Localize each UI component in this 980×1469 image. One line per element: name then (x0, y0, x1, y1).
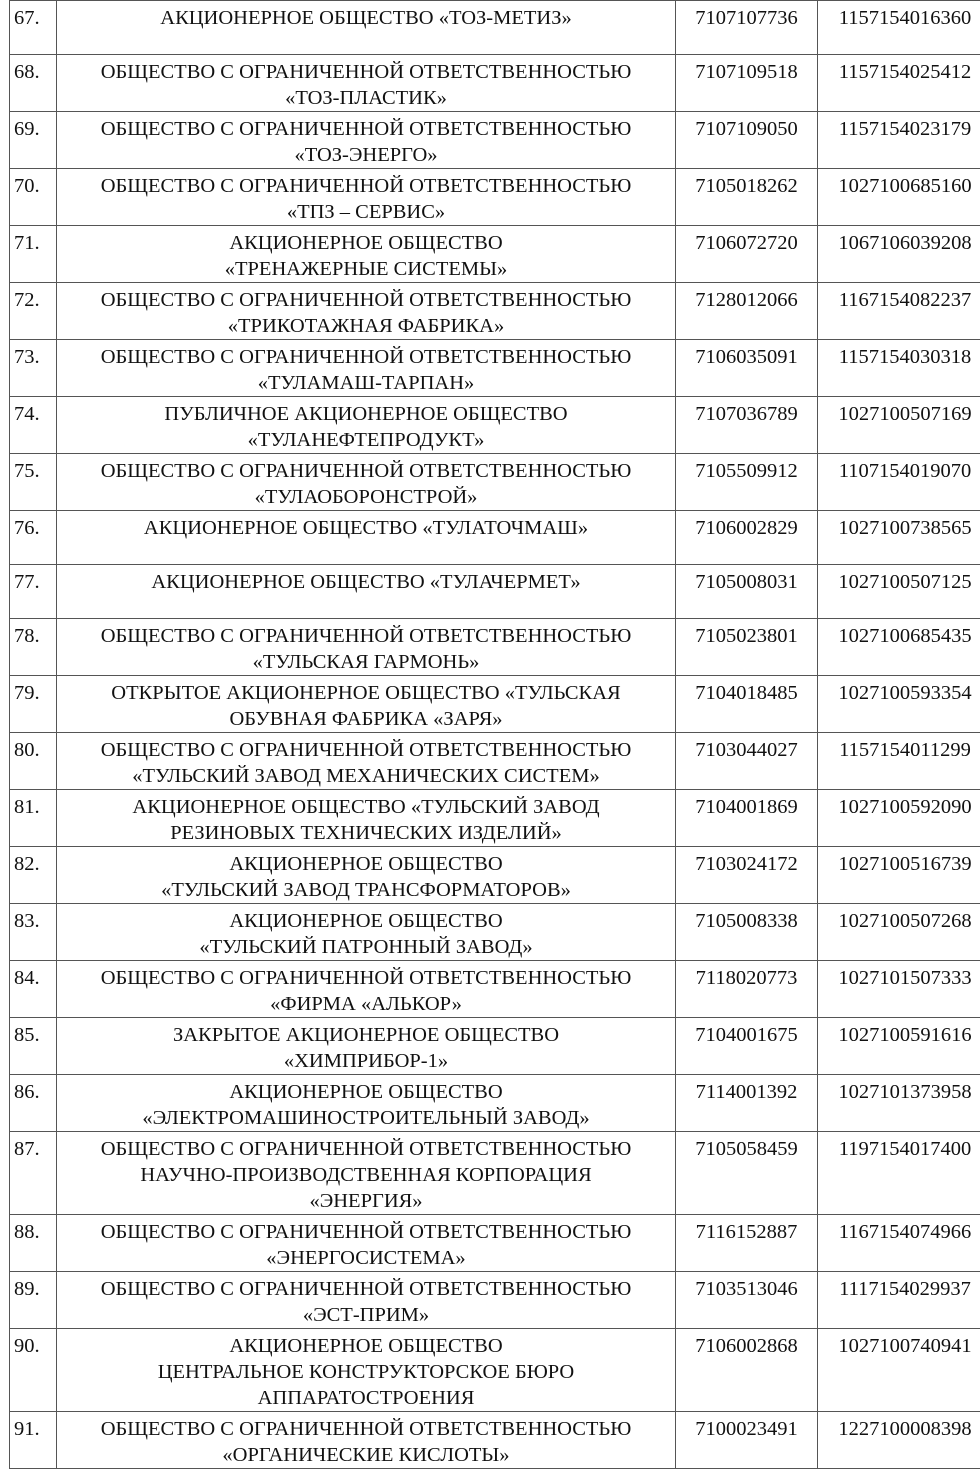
organizations-table-body (10, 1, 980, 1469)
organization-name-line: АППАРАТОСТРОЕНИЯ (61, 1385, 671, 1411)
table-row (10, 1018, 980, 1075)
organization-name-line: РЕЗИНОВЫХ ТЕХНИЧЕСКИХ ИЗДЕЛИЙ» (61, 820, 671, 846)
organization-name-line: ОБЩЕСТВО С ОГРАНИЧЕННОЙ ОТВЕТСТВЕННОСТЬЮ (61, 623, 671, 649)
ogrn-cell: 1157154016360 (818, 1, 980, 55)
organization-name-line: ОБЩЕСТВО С ОГРАНИЧЕННОЙ ОТВЕТСТВЕННОСТЬЮ (61, 965, 671, 991)
inn-cell: 7106035091 (676, 340, 818, 397)
ogrn-cell: 1107154019070 (818, 454, 980, 511)
organization-name-line: «ТОЗ-ПЛАСТИК» (61, 85, 671, 111)
inn-cell: 7104001869 (676, 790, 818, 847)
organization-name (57, 340, 676, 397)
organization-name-line: «ТУЛАМАШ-ТАРПАН» (61, 370, 671, 396)
ogrn-cell: 1027100507268 (818, 904, 980, 961)
organization-name-line: «ТПЗ – СЕРВИС» (61, 199, 671, 225)
organization-name (57, 169, 676, 226)
table-row (10, 1215, 980, 1272)
row-number: 75. (10, 454, 57, 511)
organization-name (57, 283, 676, 340)
ogrn-cell: 1027101373958 (818, 1075, 980, 1132)
ogrn-cell: 1167154074966 (818, 1215, 980, 1272)
table-row (10, 733, 980, 790)
table-row (10, 397, 980, 454)
ogrn-cell: 1027100592090 (818, 790, 980, 847)
organization-name (57, 1215, 676, 1272)
organization-name-line: «ТУЛАОБОРОНСТРОЙ» (61, 484, 671, 510)
organization-name (57, 1132, 676, 1215)
inn-cell: 7105023801 (676, 619, 818, 676)
organization-name (57, 847, 676, 904)
inn-cell: 7107036789 (676, 397, 818, 454)
table-row (10, 1412, 980, 1469)
table-row (10, 847, 980, 904)
organization-name-line: ПУБЛИЧНОЕ АКЦИОНЕРНОЕ ОБЩЕСТВО (61, 401, 671, 427)
row-number: 85. (10, 1018, 57, 1075)
organization-name (57, 112, 676, 169)
organization-name-line: АКЦИОНЕРНОЕ ОБЩЕСТВО (61, 230, 671, 256)
organization-name (57, 1412, 676, 1469)
row-number: 84. (10, 961, 57, 1018)
organization-name-line: ОБЩЕСТВО С ОГРАНИЧЕННОЙ ОТВЕТСТВЕННОСТЬЮ (61, 344, 671, 370)
row-number: 78. (10, 619, 57, 676)
ogrn-cell: 1027100591616 (818, 1018, 980, 1075)
organization-name (57, 1329, 676, 1412)
inn-cell: 7100023491 (676, 1412, 818, 1469)
row-number: 77. (10, 565, 57, 619)
organization-name-line: «ТРИКОТАЖНАЯ ФАБРИКА» (61, 313, 671, 339)
ogrn-cell: 1027100685435 (818, 619, 980, 676)
organization-name-line: ОБЩЕСТВО С ОГРАНИЧЕННОЙ ОТВЕТСТВЕННОСТЬЮ (61, 458, 671, 484)
ogrn-cell: 1117154029937 (818, 1272, 980, 1329)
organization-name-line: ЦЕНТРАЛЬНОЕ КОНСТРУКТОРСКОЕ БЮРО (61, 1359, 671, 1385)
organization-name-line: АКЦИОНЕРНОЕ ОБЩЕСТВО (61, 1333, 671, 1359)
inn-cell: 7116152887 (676, 1215, 818, 1272)
organization-name-line: ОБЩЕСТВО С ОГРАНИЧЕННОЙ ОТВЕТСТВЕННОСТЬЮ (61, 737, 671, 763)
inn-cell: 7106072720 (676, 226, 818, 283)
ogrn-cell: 1027100738565 (818, 511, 980, 565)
table-row (10, 283, 980, 340)
inn-cell: 7106002868 (676, 1329, 818, 1412)
organization-name (57, 1018, 676, 1075)
organization-name-line: АКЦИОНЕРНОЕ ОБЩЕСТВО (61, 908, 671, 934)
ogrn-cell: 1027100516739 (818, 847, 980, 904)
organization-name-line: ОБЩЕСТВО С ОГРАНИЧЕННОЙ ОТВЕТСТВЕННОСТЬЮ (61, 1276, 671, 1302)
table-row (10, 565, 980, 619)
ogrn-cell: 1197154017400 (818, 1132, 980, 1215)
inn-cell: 7107109518 (676, 55, 818, 112)
table-row (10, 169, 980, 226)
inn-cell: 7118020773 (676, 961, 818, 1018)
ogrn-cell: 1157154030318 (818, 340, 980, 397)
row-number: 70. (10, 169, 57, 226)
organization-name (57, 904, 676, 961)
organization-name (57, 1272, 676, 1329)
organization-name-line: ОТКРЫТОЕ АКЦИОНЕРНОЕ ОБЩЕСТВО «ТУЛЬСКАЯ (61, 680, 671, 706)
ogrn-cell: 1027100507125 (818, 565, 980, 619)
organization-name (57, 55, 676, 112)
inn-cell: 7104018485 (676, 676, 818, 733)
inn-cell: 7105008338 (676, 904, 818, 961)
organization-name-line: «ЭНЕРГИЯ» (61, 1188, 671, 1214)
ogrn-cell: 1067106039208 (818, 226, 980, 283)
organization-name-line: ОБУВНАЯ ФАБРИКА «ЗАРЯ» (61, 706, 671, 732)
table-row (10, 1272, 980, 1329)
table-row (10, 1329, 980, 1412)
organization-name-line: «ТОЗ-ЭНЕРГО» (61, 142, 671, 168)
organization-name-line: АКЦИОНЕРНОЕ ОБЩЕСТВО «ТУЛАТОЧМАШ» (61, 515, 671, 541)
row-number: 72. (10, 283, 57, 340)
table-row (10, 226, 980, 283)
table-row (10, 904, 980, 961)
inn-cell: 7105509912 (676, 454, 818, 511)
ogrn-cell: 1157154023179 (818, 112, 980, 169)
row-number: 86. (10, 1075, 57, 1132)
organization-name (57, 226, 676, 283)
inn-cell: 7128012066 (676, 283, 818, 340)
inn-cell: 7107107736 (676, 1, 818, 55)
ogrn-cell: 1027101507333 (818, 961, 980, 1018)
row-number: 90. (10, 1329, 57, 1412)
organization-name (57, 961, 676, 1018)
ogrn-cell: 1027100740941 (818, 1329, 980, 1412)
inn-cell: 7105058459 (676, 1132, 818, 1215)
organization-name-line: «ОРГАНИЧЕСКИЕ КИСЛОТЫ» (61, 1442, 671, 1468)
row-number: 83. (10, 904, 57, 961)
ogrn-cell: 1157154025412 (818, 55, 980, 112)
organization-name-line: ОБЩЕСТВО С ОГРАНИЧЕННОЙ ОТВЕТСТВЕННОСТЬЮ (61, 1219, 671, 1245)
row-number: 87. (10, 1132, 57, 1215)
organization-name (57, 1075, 676, 1132)
organization-name (57, 565, 676, 619)
ogrn-cell: 1157154011299 (818, 733, 980, 790)
table-row (10, 340, 980, 397)
table-row (10, 790, 980, 847)
organization-name-line: АКЦИОНЕРНОЕ ОБЩЕСТВО (61, 1079, 671, 1105)
inn-cell: 7103513046 (676, 1272, 818, 1329)
inn-cell: 7107109050 (676, 112, 818, 169)
organization-name-line: ОБЩЕСТВО С ОГРАНИЧЕННОЙ ОТВЕТСТВЕННОСТЬЮ (61, 1136, 671, 1162)
organization-name-line: ОБЩЕСТВО С ОГРАНИЧЕННОЙ ОТВЕТСТВЕННОСТЬЮ (61, 116, 671, 142)
organization-name (57, 511, 676, 565)
table-row (10, 1, 980, 55)
organization-name-line: «ЭНЕРГОСИСТЕМА» (61, 1245, 671, 1271)
organization-name-line: ОБЩЕСТВО С ОГРАНИЧЕННОЙ ОТВЕТСТВЕННОСТЬЮ (61, 1416, 671, 1442)
table-row (10, 1075, 980, 1132)
organization-name-line: «ТУЛАНЕФТЕПРОДУКТ» (61, 427, 671, 453)
row-number: 68. (10, 55, 57, 112)
row-number: 89. (10, 1272, 57, 1329)
row-number: 82. (10, 847, 57, 904)
organization-name (57, 454, 676, 511)
organization-name (57, 790, 676, 847)
row-number: 69. (10, 112, 57, 169)
table-row (10, 676, 980, 733)
table-row (10, 1132, 980, 1215)
organization-name-line: ОБЩЕСТВО С ОГРАНИЧЕННОЙ ОТВЕТСТВЕННОСТЬЮ (61, 173, 671, 199)
organization-name-line: ЗАКРЫТОЕ АКЦИОНЕРНОЕ ОБЩЕСТВО (61, 1022, 671, 1048)
inn-cell: 7105018262 (676, 169, 818, 226)
organization-name-line: «ТРЕНАЖЕРНЫЕ СИСТЕМЫ» (61, 256, 671, 282)
organization-name-line: ОБЩЕСТВО С ОГРАНИЧЕННОЙ ОТВЕТСТВЕННОСТЬЮ (61, 287, 671, 313)
organization-name-line: «ТУЛЬСКИЙ ЗАВОД МЕХАНИЧЕСКИХ СИСТЕМ» (61, 763, 671, 789)
organization-name-line: АКЦИОНЕРНОЕ ОБЩЕСТВО (61, 851, 671, 877)
table-row (10, 112, 980, 169)
inn-cell: 7105008031 (676, 565, 818, 619)
row-number: 73. (10, 340, 57, 397)
organization-name-line: «ФИРМА «АЛЬКОР» (61, 991, 671, 1017)
row-number: 88. (10, 1215, 57, 1272)
organizations-table (9, 0, 980, 1469)
organization-name-line: «ТУЛЬСКИЙ ПАТРОННЫЙ ЗАВОД» (61, 934, 671, 960)
row-number: 81. (10, 790, 57, 847)
row-number: 74. (10, 397, 57, 454)
inn-cell: 7104001675 (676, 1018, 818, 1075)
organization-name-line: «ЭЛЕКТРОМАШИНОСТРОИТЕЛЬНЫЙ ЗАВОД» (61, 1105, 671, 1131)
organization-name (57, 676, 676, 733)
organization-name (57, 733, 676, 790)
table-row (10, 55, 980, 112)
ogrn-cell: 1227100008398 (818, 1412, 980, 1469)
table-row (10, 511, 980, 565)
row-number: 80. (10, 733, 57, 790)
inn-cell: 7106002829 (676, 511, 818, 565)
ogrn-cell: 1027100685160 (818, 169, 980, 226)
organization-name-line: «ЭСТ-ПРИМ» (61, 1302, 671, 1328)
ogrn-cell: 1167154082237 (818, 283, 980, 340)
organization-name-line: АКЦИОНЕРНОЕ ОБЩЕСТВО «ТУЛЬСКИЙ ЗАВОД (61, 794, 671, 820)
organization-name (57, 619, 676, 676)
organization-name-line: АКЦИОНЕРНОЕ ОБЩЕСТВО «ТУЛАЧЕРМЕТ» (61, 569, 671, 595)
row-number: 71. (10, 226, 57, 283)
organization-name (57, 397, 676, 454)
organization-name-line: АКЦИОНЕРНОЕ ОБЩЕСТВО «ТОЗ-МЕТИЗ» (61, 5, 671, 31)
inn-cell: 7103024172 (676, 847, 818, 904)
row-number: 91. (10, 1412, 57, 1469)
table-row (10, 961, 980, 1018)
organization-name (57, 1, 676, 55)
ogrn-cell: 1027100593354 (818, 676, 980, 733)
row-number: 76. (10, 511, 57, 565)
organization-name-line: «ТУЛЬСКАЯ ГАРМОНЬ» (61, 649, 671, 675)
organization-name-line: «ТУЛЬСКИЙ ЗАВОД ТРАНСФОРМАТОРОВ» (61, 877, 671, 903)
ogrn-cell: 1027100507169 (818, 397, 980, 454)
row-number: 79. (10, 676, 57, 733)
organization-name-line: НАУЧНО-ПРОИЗВОДСТВЕННАЯ КОРПОРАЦИЯ (61, 1162, 671, 1188)
organization-name-line: ОБЩЕСТВО С ОГРАНИЧЕННОЙ ОТВЕТСТВЕННОСТЬЮ (61, 59, 671, 85)
inn-cell: 7103044027 (676, 733, 818, 790)
table-row (10, 454, 980, 511)
inn-cell: 7114001392 (676, 1075, 818, 1132)
row-number: 67. (10, 1, 57, 55)
table-row (10, 619, 980, 676)
organization-name-line: «ХИМПРИБОР-1» (61, 1048, 671, 1074)
